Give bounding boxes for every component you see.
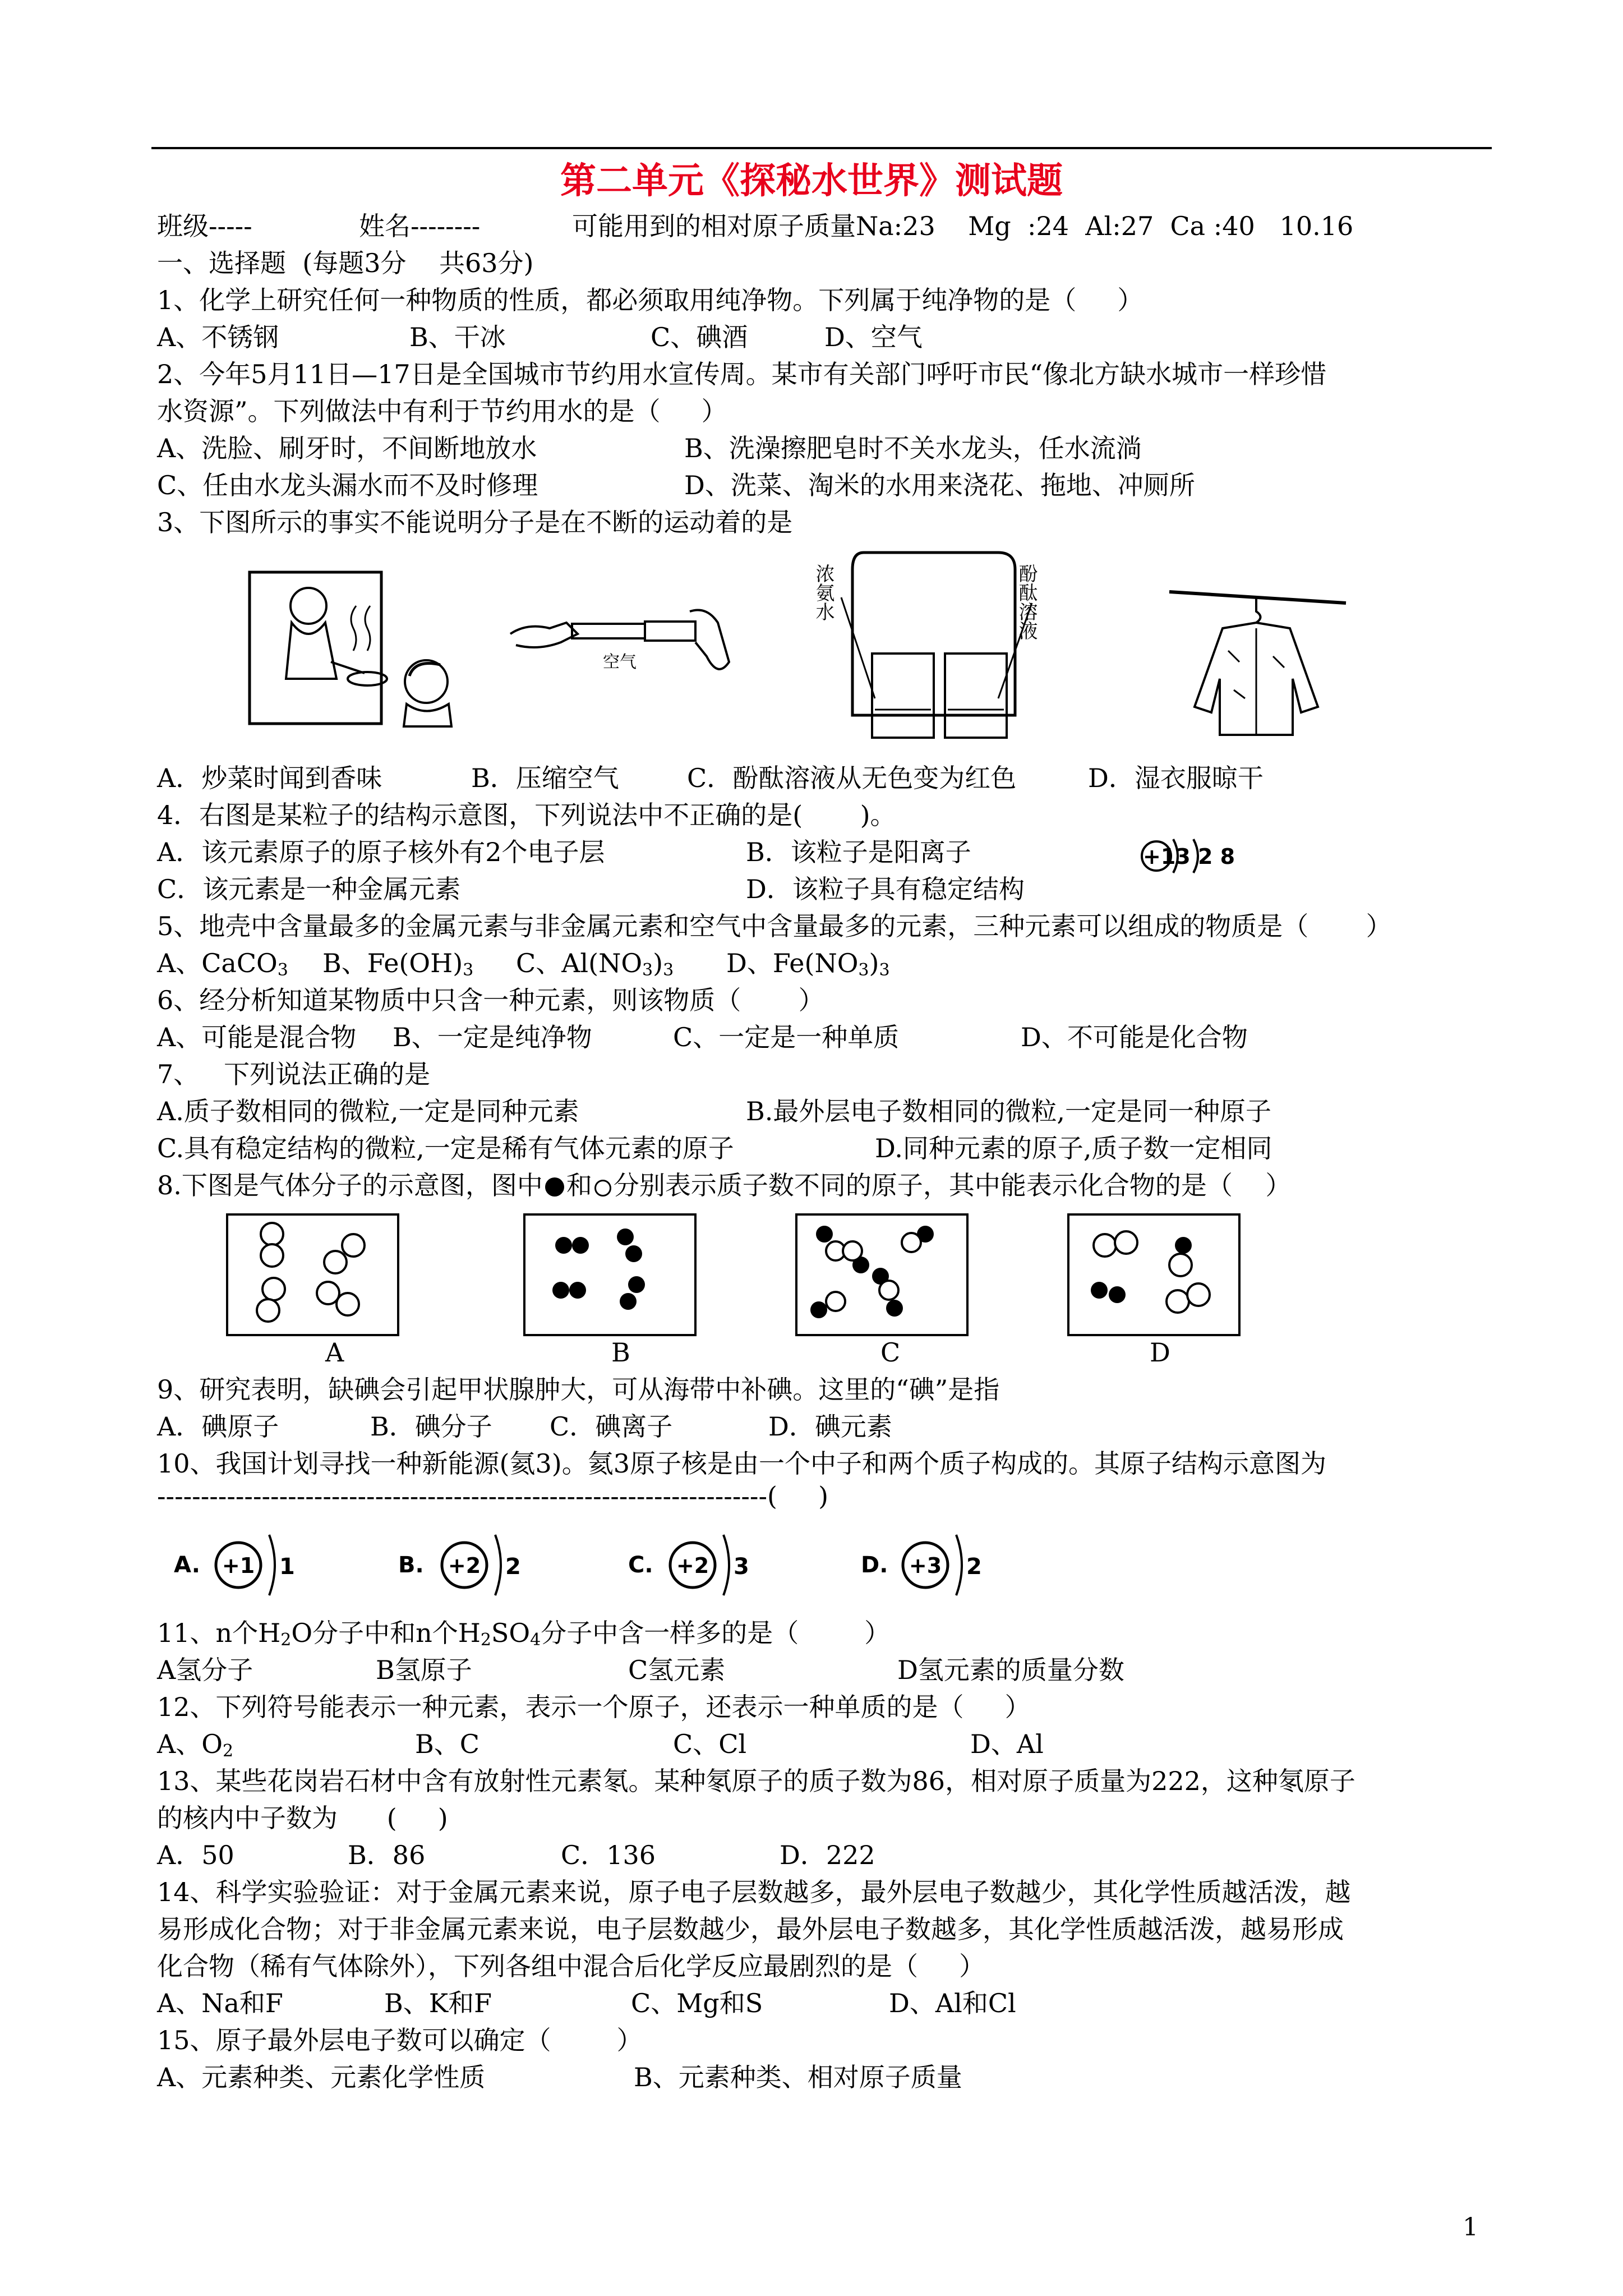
q15-option-b: B、元素种类、相对原子质量 xyxy=(634,2062,962,2092)
ammonia-label: 浓氨水 xyxy=(812,564,834,621)
q7-option-b: B.最外层电子数相同的微粒,一定是同一种原子 xyxy=(746,1096,1272,1126)
q2-stem-2: 水资源”。下列做法中有利于节约用水的是（ ） xyxy=(157,396,727,426)
q6-option-c: C、一定是一种单质 xyxy=(673,1022,900,1052)
compress-air-figure xyxy=(505,589,740,701)
q3-stem: 3、下图所示的事实不能说明分子是在不断的运动着的是 xyxy=(157,507,793,537)
q5-option-d: D、$Fe(NO_3)_3$ xyxy=(726,948,890,980)
q12-option-b: B、C xyxy=(415,1729,479,1759)
q14-option-a: A、Na和F xyxy=(157,1988,283,2018)
q6-stem: 6、经分析知道某物质中只含一种元素，则该物质（ ） xyxy=(157,985,824,1015)
q2-stem-1: 2、今年5月11日—17日是全国城市节约用水宣传周。某市有关部门呼吁市民“像北方缺水城市一样珍惜 xyxy=(157,359,1327,389)
q14-option-b: B、K和F xyxy=(384,1988,492,2018)
q4-option-b: B．该粒子是阳离子 xyxy=(746,837,971,867)
molecule-box-d xyxy=(1066,1212,1245,1341)
q11-stem: 11、n个$H_2O$分子中和n个$H_2SO_4$分子中含一样多的是（ ） xyxy=(157,1618,891,1650)
svg-text:+1: +1 xyxy=(222,1553,255,1578)
q7-option-c: C.具有稳定结构的微粒,一定是稀有气体元素的原子 xyxy=(157,1133,734,1163)
q8-label-d: D xyxy=(1150,1337,1170,1368)
svg-text:1: 1 xyxy=(279,1554,295,1580)
solid-atom-icon xyxy=(545,1177,564,1197)
q8-label-b: B xyxy=(611,1337,630,1368)
q12-stem: 12、下列符号能表示一种元素，表示一个原子，还表示一种单质的是（ ） xyxy=(157,1692,1031,1722)
q12-option-c: C、Cl xyxy=(673,1729,747,1759)
q9-option-a: A．碘原子 xyxy=(157,1411,279,1442)
q8-label-a: A xyxy=(325,1337,344,1368)
q7-stem: 7、 下列说法正确的是 xyxy=(157,1059,431,1089)
q3-option-a: A．炒菜时闻到香味 xyxy=(157,763,382,793)
q5-option-b: B、$Fe(OH)_3$ xyxy=(322,948,474,980)
molecule-box-a xyxy=(224,1212,404,1341)
q14-stem-3: 化合物（稀有气体除外），下列各组中混合后化学反应最剧烈的是（ ） xyxy=(157,1951,985,1981)
q2-option-b: B、洗澡擦肥皂时不关水龙头，任水流淌 xyxy=(684,433,1142,463)
q2-option-a: A、洗脸、刷牙时，不间断地放水 xyxy=(157,433,537,463)
svg-text:A.: A. xyxy=(174,1552,200,1578)
molecule-box-b xyxy=(522,1212,701,1341)
q13-option-c: C．136 xyxy=(561,1840,656,1870)
drying-clothes-figure xyxy=(1166,578,1352,740)
q5-option-a: A、CaCO$_3$ xyxy=(157,948,288,980)
q9-option-c: C．碘离子 xyxy=(550,1411,673,1442)
q4-option-a: A．该元素原子的原子核外有2个电子层 xyxy=(157,837,605,867)
q10-option-a xyxy=(174,1535,295,1595)
q7-option-a: A.质子数相同的微粒,一定是同种元素 xyxy=(157,1096,579,1126)
q2-option-d: D、洗菜、淘米的水用来浇花、拖地、冲厕所 xyxy=(684,470,1195,500)
q6-option-a: A、可能是混合物 xyxy=(157,1022,357,1052)
class-label: 班级----- xyxy=(157,211,252,241)
q10-option-d xyxy=(861,1535,982,1595)
q13-option-a: A．50 xyxy=(157,1840,234,1870)
air-label: 空气 xyxy=(603,652,637,672)
name-label: 姓名-------- xyxy=(359,211,481,241)
q9-option-d: D．碘元素 xyxy=(768,1411,892,1442)
ammonia-phenolphthalein-figure xyxy=(812,541,1043,754)
q13-stem-1: 13、某些花岗岩石材中含有放射性元素氡。某种氡原子的质子数为86，相对原子质量为222，这种氡原子 xyxy=(157,1766,1355,1796)
page-number: 1 xyxy=(1463,2213,1478,2242)
q13-option-b: B．86 xyxy=(348,1840,426,1870)
section-heading: 一、选择题 (每题3分 共63分) xyxy=(157,248,534,278)
q10-option-b xyxy=(398,1535,521,1595)
q11-option-b: B氢原子 xyxy=(376,1655,472,1685)
q14-stem-2: 易形成化合物；对于非金属元素来说，电子层数越少，最外层电子数越多，其化学性质越活泼，越易形成 xyxy=(157,1914,1344,1944)
q1-option-d: D、空气 xyxy=(824,322,923,352)
q8-stem: 8.下图是气体分子的示意图，图中 和 分别表示质子数不同的原子，其中能表示化合物的是（ ） xyxy=(157,1170,1292,1200)
q2-option-c: C、任由水龙头漏水而不及时修理 xyxy=(157,470,538,500)
page-title: 第二单元《探秘水世界》测试题 xyxy=(560,160,1063,202)
q5-option-c: C、$Al(NO_3)_3$ xyxy=(516,948,674,980)
q9-option-b: B．碘分子 xyxy=(370,1411,492,1442)
q12-option-a: A、$O_2$ xyxy=(157,1729,234,1761)
svg-text:B.: B. xyxy=(398,1552,424,1578)
q3-option-c: C．酚酞溶液从无色变为红色 xyxy=(687,763,1017,793)
q4-stem: 4．右图是某粒子的结构示意图，下列说法中不正确的是( )。 xyxy=(157,800,896,830)
q4-option-c: C．该元素是一种金属元素 xyxy=(157,874,461,904)
q6-option-d: D、不可能是化合物 xyxy=(1021,1022,1248,1052)
phenolphthalein-label: 酚酞溶液 xyxy=(1015,564,1038,640)
q1-option-a: A、不锈钢 xyxy=(157,322,279,352)
svg-text:2: 2 xyxy=(505,1554,521,1580)
q10-diagrams xyxy=(174,1525,1352,1603)
q14-option-c: C、Mg和S xyxy=(631,1988,763,2018)
q6-option-b: B、一定是纯净物 xyxy=(393,1022,592,1052)
q9-stem: 9、研究表明，缺碘会引起甲状腺肿大，可从海带中补碘。这里的“碘”是指 xyxy=(157,1374,1000,1405)
particle-diagram-label: +13 2 8 xyxy=(1143,844,1235,869)
svg-text:+2: +2 xyxy=(676,1553,709,1578)
q3-option-d: D．湿衣服晾干 xyxy=(1088,763,1264,793)
q13-stem-2: 的核内中子数为 ( ) xyxy=(157,1803,448,1833)
q10-stem: 10、我国计划寻找一种新能源(氦3)。氦3原子核是由一个中子和两个质子构成的。其原子结构示意图为 xyxy=(157,1448,1326,1479)
q14-stem-1: 14、科学实验验证：对于金属元素来说，原子电子层数越多，最外层电子数越少，其化学性质越活泼，越 xyxy=(157,1877,1351,1907)
cooking-smell-figure xyxy=(247,567,465,735)
q4-option-d: D．该粒子具有稳定结构 xyxy=(746,874,1025,904)
q12-option-d: D、Al xyxy=(970,1729,1044,1759)
q1-stem: 1、化学上研究任何一种物质的性质，都必须取用纯净物。下列属于纯净物的是（ ） xyxy=(157,285,1144,315)
q14-option-d: D、Al和Cl xyxy=(889,1988,1016,2018)
svg-text:+2: +2 xyxy=(448,1553,481,1578)
q11-option-a: A氢分子 xyxy=(157,1655,253,1685)
svg-text:D.: D. xyxy=(861,1552,888,1578)
q5-stem: 5、地壳中含量最多的金属元素与非金属元素和空气中含量最多的元素，三种元素可以组成的物质是（ ） xyxy=(157,911,1392,941)
q15-options xyxy=(157,2060,1503,2164)
q11-option-d: D氢元素的质量分数 xyxy=(897,1655,1124,1685)
svg-text:2: 2 xyxy=(966,1554,982,1580)
atomic-mass-info: 可能用到的相对原子质量Na:23 Mg :24 Al:27 Ca :40 10.16 xyxy=(572,211,1354,241)
q13-option-d: D．222 xyxy=(780,1840,875,1870)
top-rule xyxy=(151,147,1492,149)
molecule-box-c xyxy=(794,1212,973,1341)
q15-stem: 15、原子最外层电子数可以确定（ ） xyxy=(157,2025,643,2055)
q8-label-c: C xyxy=(880,1337,901,1368)
q15-option-a: A、元素种类、元素化学性质 xyxy=(157,2062,486,2092)
q3-option-b: B．压缩空气 xyxy=(471,763,619,793)
svg-text:+3: +3 xyxy=(909,1553,942,1578)
hollow-atom-icon xyxy=(594,1180,611,1197)
svg-text:C.: C. xyxy=(628,1552,653,1578)
svg-text:3: 3 xyxy=(734,1554,749,1580)
q10-dashes: ----------------------------------------------------------------------( ) xyxy=(157,1481,829,1511)
q11-option-c: C氢元素 xyxy=(628,1655,726,1685)
q10-option-c xyxy=(628,1535,749,1595)
q7-option-d: D.同种元素的原子,质子数一定相同 xyxy=(875,1133,1272,1163)
q1-option-c: C、碘酒 xyxy=(651,322,748,352)
q1-option-b: B、干冰 xyxy=(409,322,506,352)
